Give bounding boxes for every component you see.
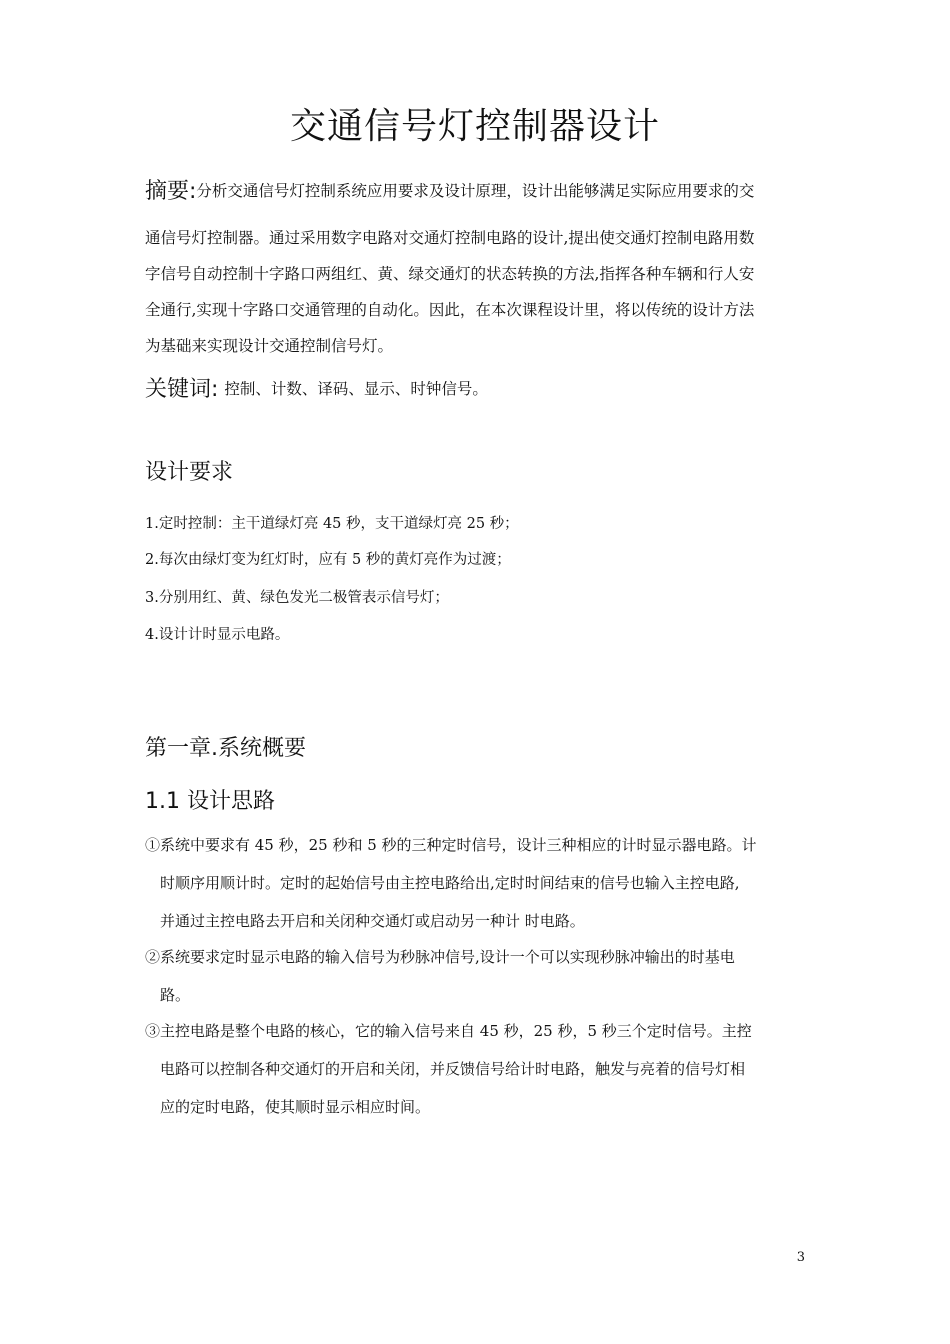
keywords-text: 控制、计数、译码、显示、时钟信号。 bbox=[224, 380, 488, 398]
paragraph-line: 路。 bbox=[160, 986, 191, 1004]
abstract-label: 摘要: bbox=[145, 179, 197, 204]
keywords-line bbox=[145, 372, 810, 403]
abstract-line: 分析交通信号灯控制系统应用要求及设计原理，设计出能够满足实际应用要求的交 bbox=[196, 182, 755, 200]
chapter-heading: 第一章.系统概要 bbox=[145, 736, 306, 761]
requirement-item: 2.每次由绿灯变为红灯时，应有 5 秒的黄灯亮作为过渡； bbox=[145, 552, 511, 568]
document-title: 交通信号灯控制器设计 bbox=[289, 106, 660, 147]
abstract-line: 全通行,实现十字路口交通管理的自动化。因此，在本次课程设计里，将以传统的设计方法 bbox=[145, 301, 755, 319]
requirement-item: 1.定时控制：主干道绿灯亮 45 秒，支干道绿灯亮 25 秒； bbox=[145, 516, 519, 532]
section-heading: 1.1 设计思路 bbox=[145, 789, 275, 814]
requirement-item: 3.分别用红、黄、绿色发光二极管表示信号灯； bbox=[145, 590, 449, 606]
paragraph-line: ①系统中要求有 45 秒，25 秒和 5 秒的三种定时信号，设计三种相应的计时显示器电路。计 bbox=[145, 836, 757, 854]
paragraph-line: 时顺序用顺计时。定时的起始信号由主控电路给出,定时时间结束的信号也输入主控电路, bbox=[160, 874, 740, 892]
abstract-line: 为基础来实现设计交通控制信号灯。 bbox=[145, 337, 394, 355]
requirements-heading: 设计要求 bbox=[145, 460, 234, 485]
paragraph-line: ②系统要求定时显示电路的输入信号为秒脉冲信号,设计一个可以实现秒脉冲输出的时基电 bbox=[145, 948, 735, 966]
requirement-item: 4.设计计时显示电路。 bbox=[145, 627, 290, 643]
abstract-line: 通信号灯控制器。通过采用数字电路对交通灯控制电路的设计,提出使交通灯控制电路用数 bbox=[145, 229, 755, 247]
page-number: 3 bbox=[796, 1250, 805, 1265]
paragraph-line: ③主控电路是整个电路的核心，它的输入信号来自 45 秒，25 秒，5 秒三个定时信号。主控 bbox=[145, 1022, 752, 1040]
abstract-line: 字信号自动控制十字路口两组红、黄、绿交通灯的状态转换的方法,指挥各种车辆和行人安 bbox=[145, 265, 755, 283]
keywords-label: 关键词: bbox=[145, 377, 219, 402]
paragraph-line: 应的定时电路，使其顺时显示相应时间。 bbox=[160, 1098, 431, 1116]
paragraph-line: 并通过主控电路去开启和关闭种交通灯或启动另一种计 时电路。 bbox=[160, 912, 585, 930]
paragraph-line: 电路可以控制各种交通灯的开启和关闭，并反馈信号给计时电路，触发与亮着的信号灯相 bbox=[160, 1060, 746, 1078]
abstract-first-line bbox=[145, 174, 810, 205]
